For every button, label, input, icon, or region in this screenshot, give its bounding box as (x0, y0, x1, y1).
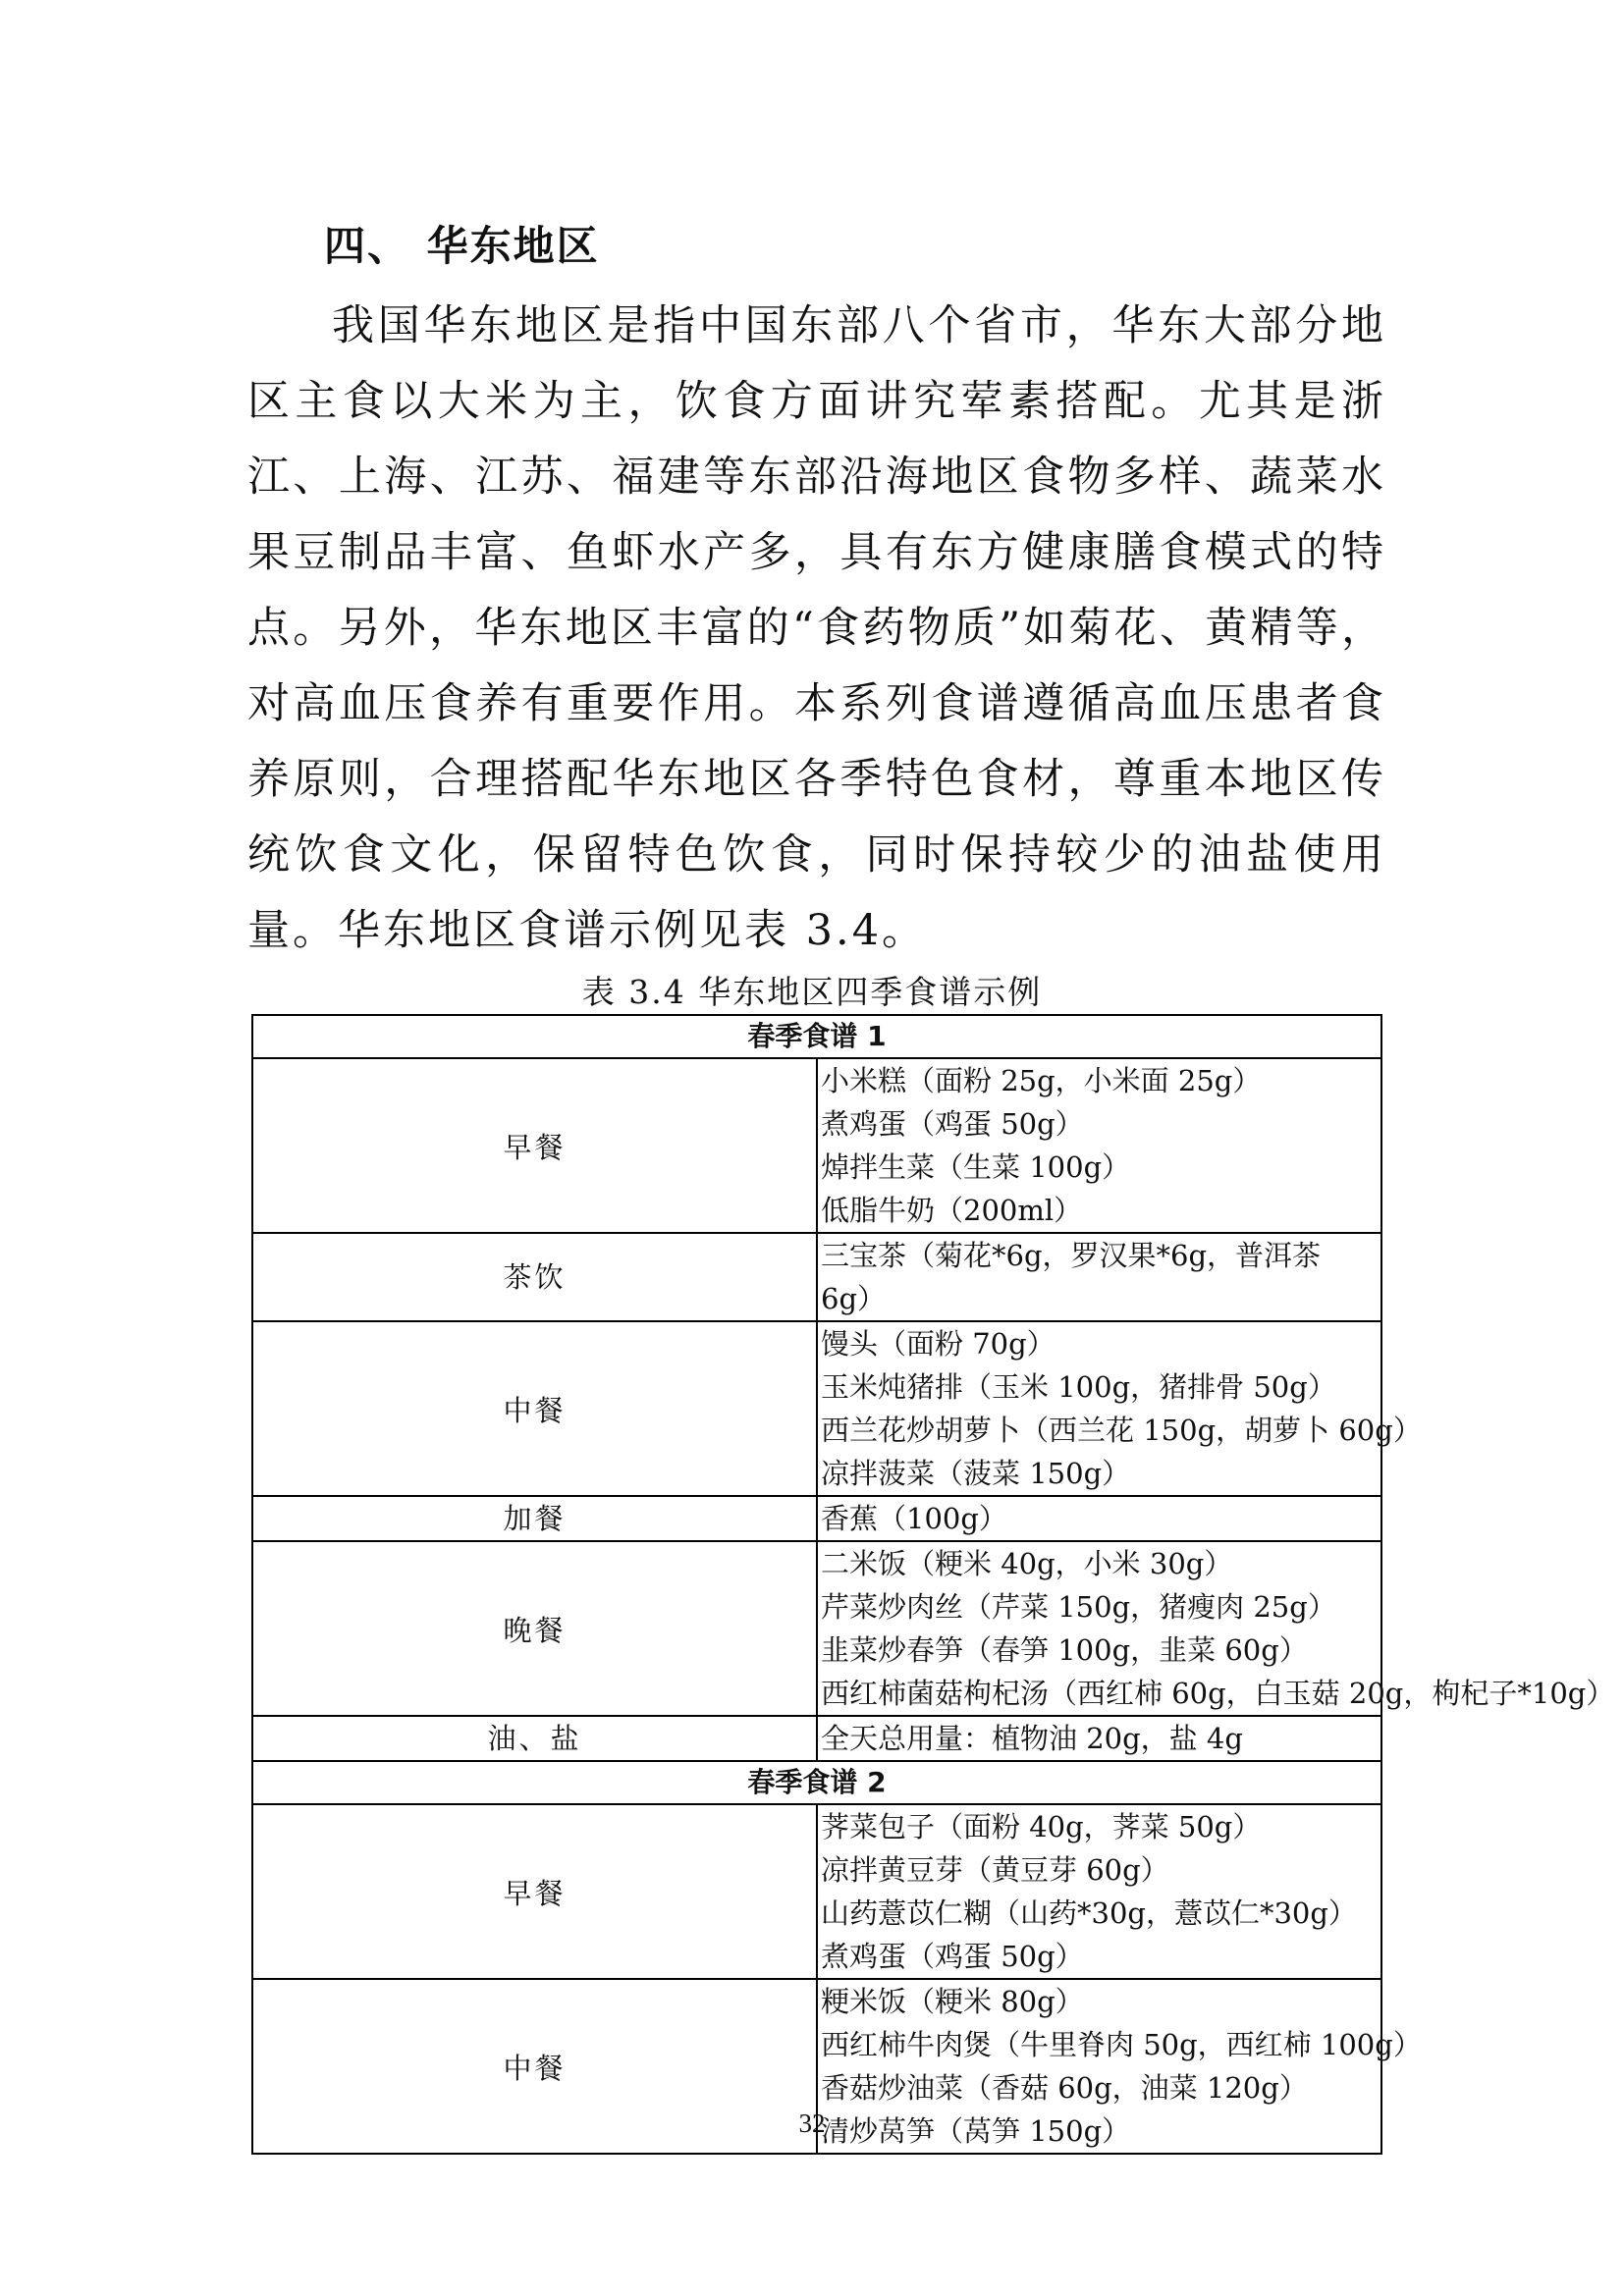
menu-item: 西红柿菌菇枸杞汤（西红柿 60g，白玉菇 20g，枸杞子*10g） (821, 1677, 1615, 1710)
meal-items (817, 1058, 1381, 1233)
menu-item: 清炒莴笋（莴笋 150g） (821, 2114, 1131, 2148)
menu-title: 春季食谱 2 (252, 1761, 1381, 1804)
menu-item: 二米饭（粳米 40g，小米 30g） (821, 1547, 1233, 1580)
menu-item: 西红柿牛肉煲（牛里脊肉 50g，西红柿 100g） (821, 2028, 1422, 2061)
meal-label: 茶饮 (252, 1233, 817, 1321)
menu-item: 低脂牛奶（200ml） (821, 1194, 1083, 1227)
menu-item: 全天总用量：植物油 20g，盐 4g (817, 1716, 1381, 1761)
page-number: 32 (798, 2109, 826, 2138)
table-row (252, 1804, 1381, 1979)
table-section-row (252, 1761, 1381, 1804)
table-row (252, 1058, 1381, 1233)
menu-item: 三宝茶（菊花*6g，罗汉果*6g，普洱茶 6g） (817, 1233, 1381, 1321)
menu-item: 馒头（面粉 70g） (821, 1327, 1056, 1361)
menu-item: 西兰花炒胡萝卜（西兰花 150g，胡萝卜 60g） (821, 1414, 1422, 1447)
meal-label: 早餐 (252, 1058, 817, 1233)
meal-label: 油、盐 (252, 1716, 817, 1761)
intro-paragraph: 我国华东地区是指中国东部八个省市，华东大部分地区主食以大米为主，饮食方面讲究荤素搭配。尤其是浙江、上海、江苏、福建等东部沿海地区食物多样、蔬菜水果豆制品丰富、鱼虾水产多，具有东方健康膳食模式的特点。另外，华东地区丰富的“食药物质”如菊花、黄精等，对高血压食养有重要作用。本系列食谱遵循高血压患者食养原则，合理搭配华东地区各季特色食材，尊重本地区传统饮食文化，保留特色饮食，同时保持较少的油盐使用量。华东地区食谱示例见表 3.4。 (247, 301, 1386, 955)
meal-items (817, 1804, 1381, 1979)
meal-label: 早餐 (252, 1804, 817, 1979)
menu-item: 煮鸡蛋（鸡蛋 50g） (821, 1940, 1084, 1973)
menu-item: 凉拌菠菜（菠菜 150g） (821, 1457, 1131, 1490)
meal-label: 加餐 (252, 1496, 817, 1541)
menu-item: 荠菜包子（面粉 40g，荠菜 50g） (821, 1810, 1262, 1843)
menu-item: 香蕉（100g） (817, 1496, 1381, 1541)
meal-items (817, 1541, 1615, 1716)
menu-item: 凉拌黄豆芽（黄豆芽 60g） (821, 1853, 1169, 1887)
table-row (252, 1321, 1381, 1496)
table-row (252, 1496, 1381, 1541)
meal-label: 中餐 (252, 1979, 817, 2154)
meal-items (817, 1321, 1422, 1496)
table-row (252, 1233, 1381, 1321)
menu-title: 春季食谱 1 (252, 1015, 1381, 1058)
menu-item: 小米糕（面粉 25g，小米面 25g） (821, 1064, 1262, 1097)
menu-item: 煮鸡蛋（鸡蛋 50g） (821, 1107, 1084, 1141)
table-row (252, 1541, 1381, 1716)
menu-item: 韭菜炒春笋（春笋 100g，韭菜 60g） (821, 1633, 1308, 1667)
menu-item: 粳米饭（粳米 80g） (821, 1985, 1084, 2018)
table-section-row (252, 1015, 1381, 1058)
menu-item: 山药薏苡仁糊（山药*30g，薏苡仁*30g） (821, 1896, 1357, 1930)
menu-table (251, 1014, 1615, 2155)
menu-item: 焯拌生菜（生菜 100g） (821, 1150, 1131, 1184)
menu-item: 香菇炒油菜（香菇 60g，油菜 120g） (821, 2071, 1308, 2105)
section-heading: 四、 华东地区 (324, 222, 600, 270)
table-row (252, 1716, 1381, 1761)
table-caption: 表 3.4 华东地区四季食谱示例 (581, 973, 1043, 1011)
meal-label: 晚餐 (252, 1541, 817, 1716)
meal-label: 中餐 (252, 1321, 817, 1496)
menu-item: 玉米炖猪排（玉米 100g，猪排骨 50g） (821, 1370, 1336, 1404)
menu-item: 芹菜炒肉丝（芹菜 150g，猪瘦肉 25g） (821, 1590, 1336, 1624)
